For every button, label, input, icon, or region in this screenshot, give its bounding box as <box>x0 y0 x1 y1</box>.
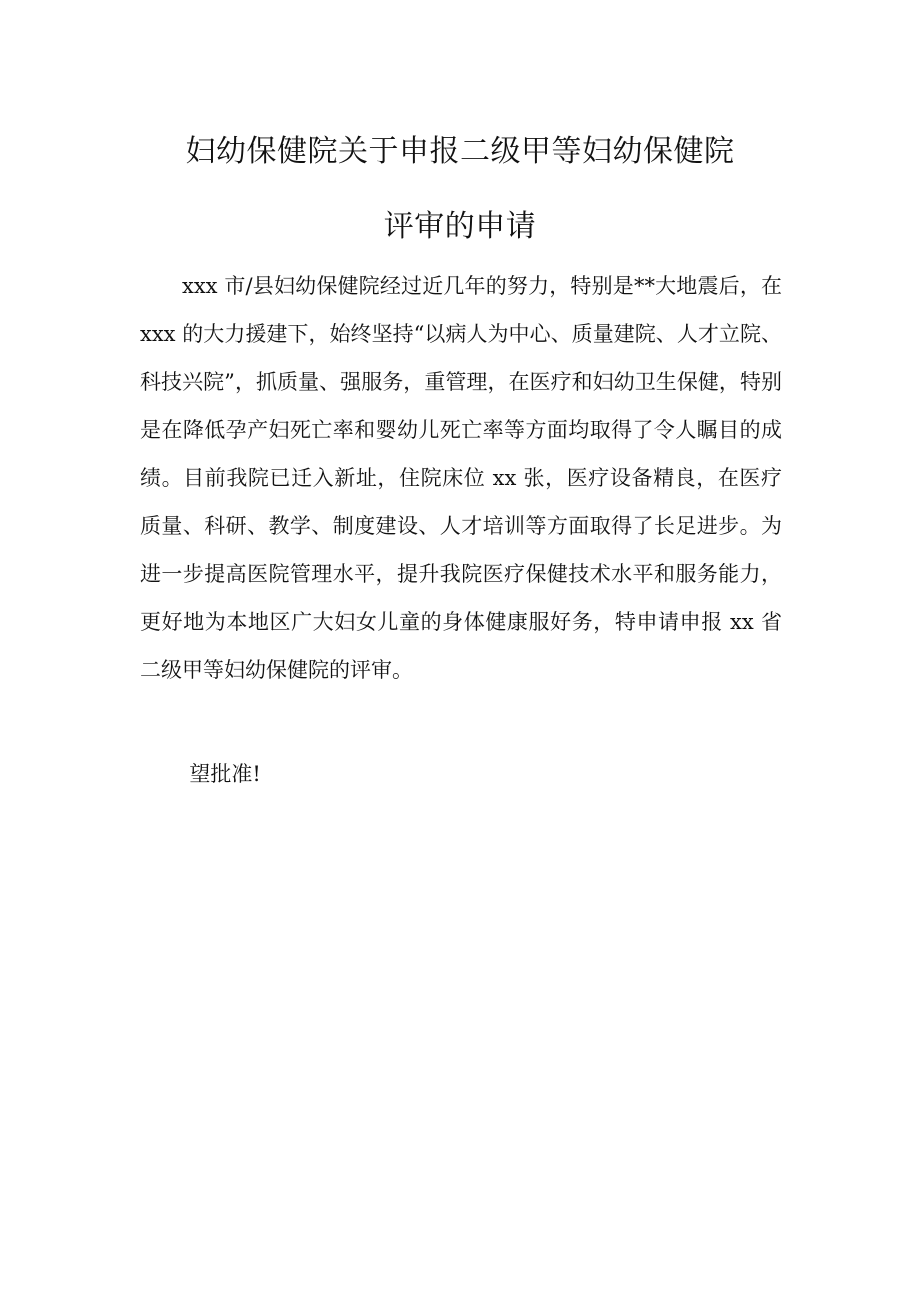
document-title-line-2: 评审的申请 <box>383 209 537 244</box>
body-paragraph-1: xxx 市/县妇幼保健院经过近几年的努力，特别是**大地震后，在 xxx 的大力援建下，始终坚持“以病人为中心、质量建院、人才立院、科技兴院”，抓质量、强服务，重管理，在医疗和妇幼卫生保健，特别是在降低孕产妇死亡率和婴幼儿死亡率等方面均取得了令人瞩目的成绩。目前我院已迁入新址，住院床位 xx 张，医疗设备精良，在医疗质量、科研、教学、制度建设、人才培训等方面取得了长足进步。为进一步提高医院管理水平，提升我院医疗保健技术水平和服务能力，更好地为本地区广大妇女儿童的身体健康服好务，特申请申报 xx 省二级甲等妇幼保健院的评审。 <box>140 274 782 682</box>
document-title-line-1: 妇幼保健院关于申报二级甲等妇幼保健院 <box>185 134 735 169</box>
body-paragraph-closing: 望批准! <box>189 762 261 786</box>
